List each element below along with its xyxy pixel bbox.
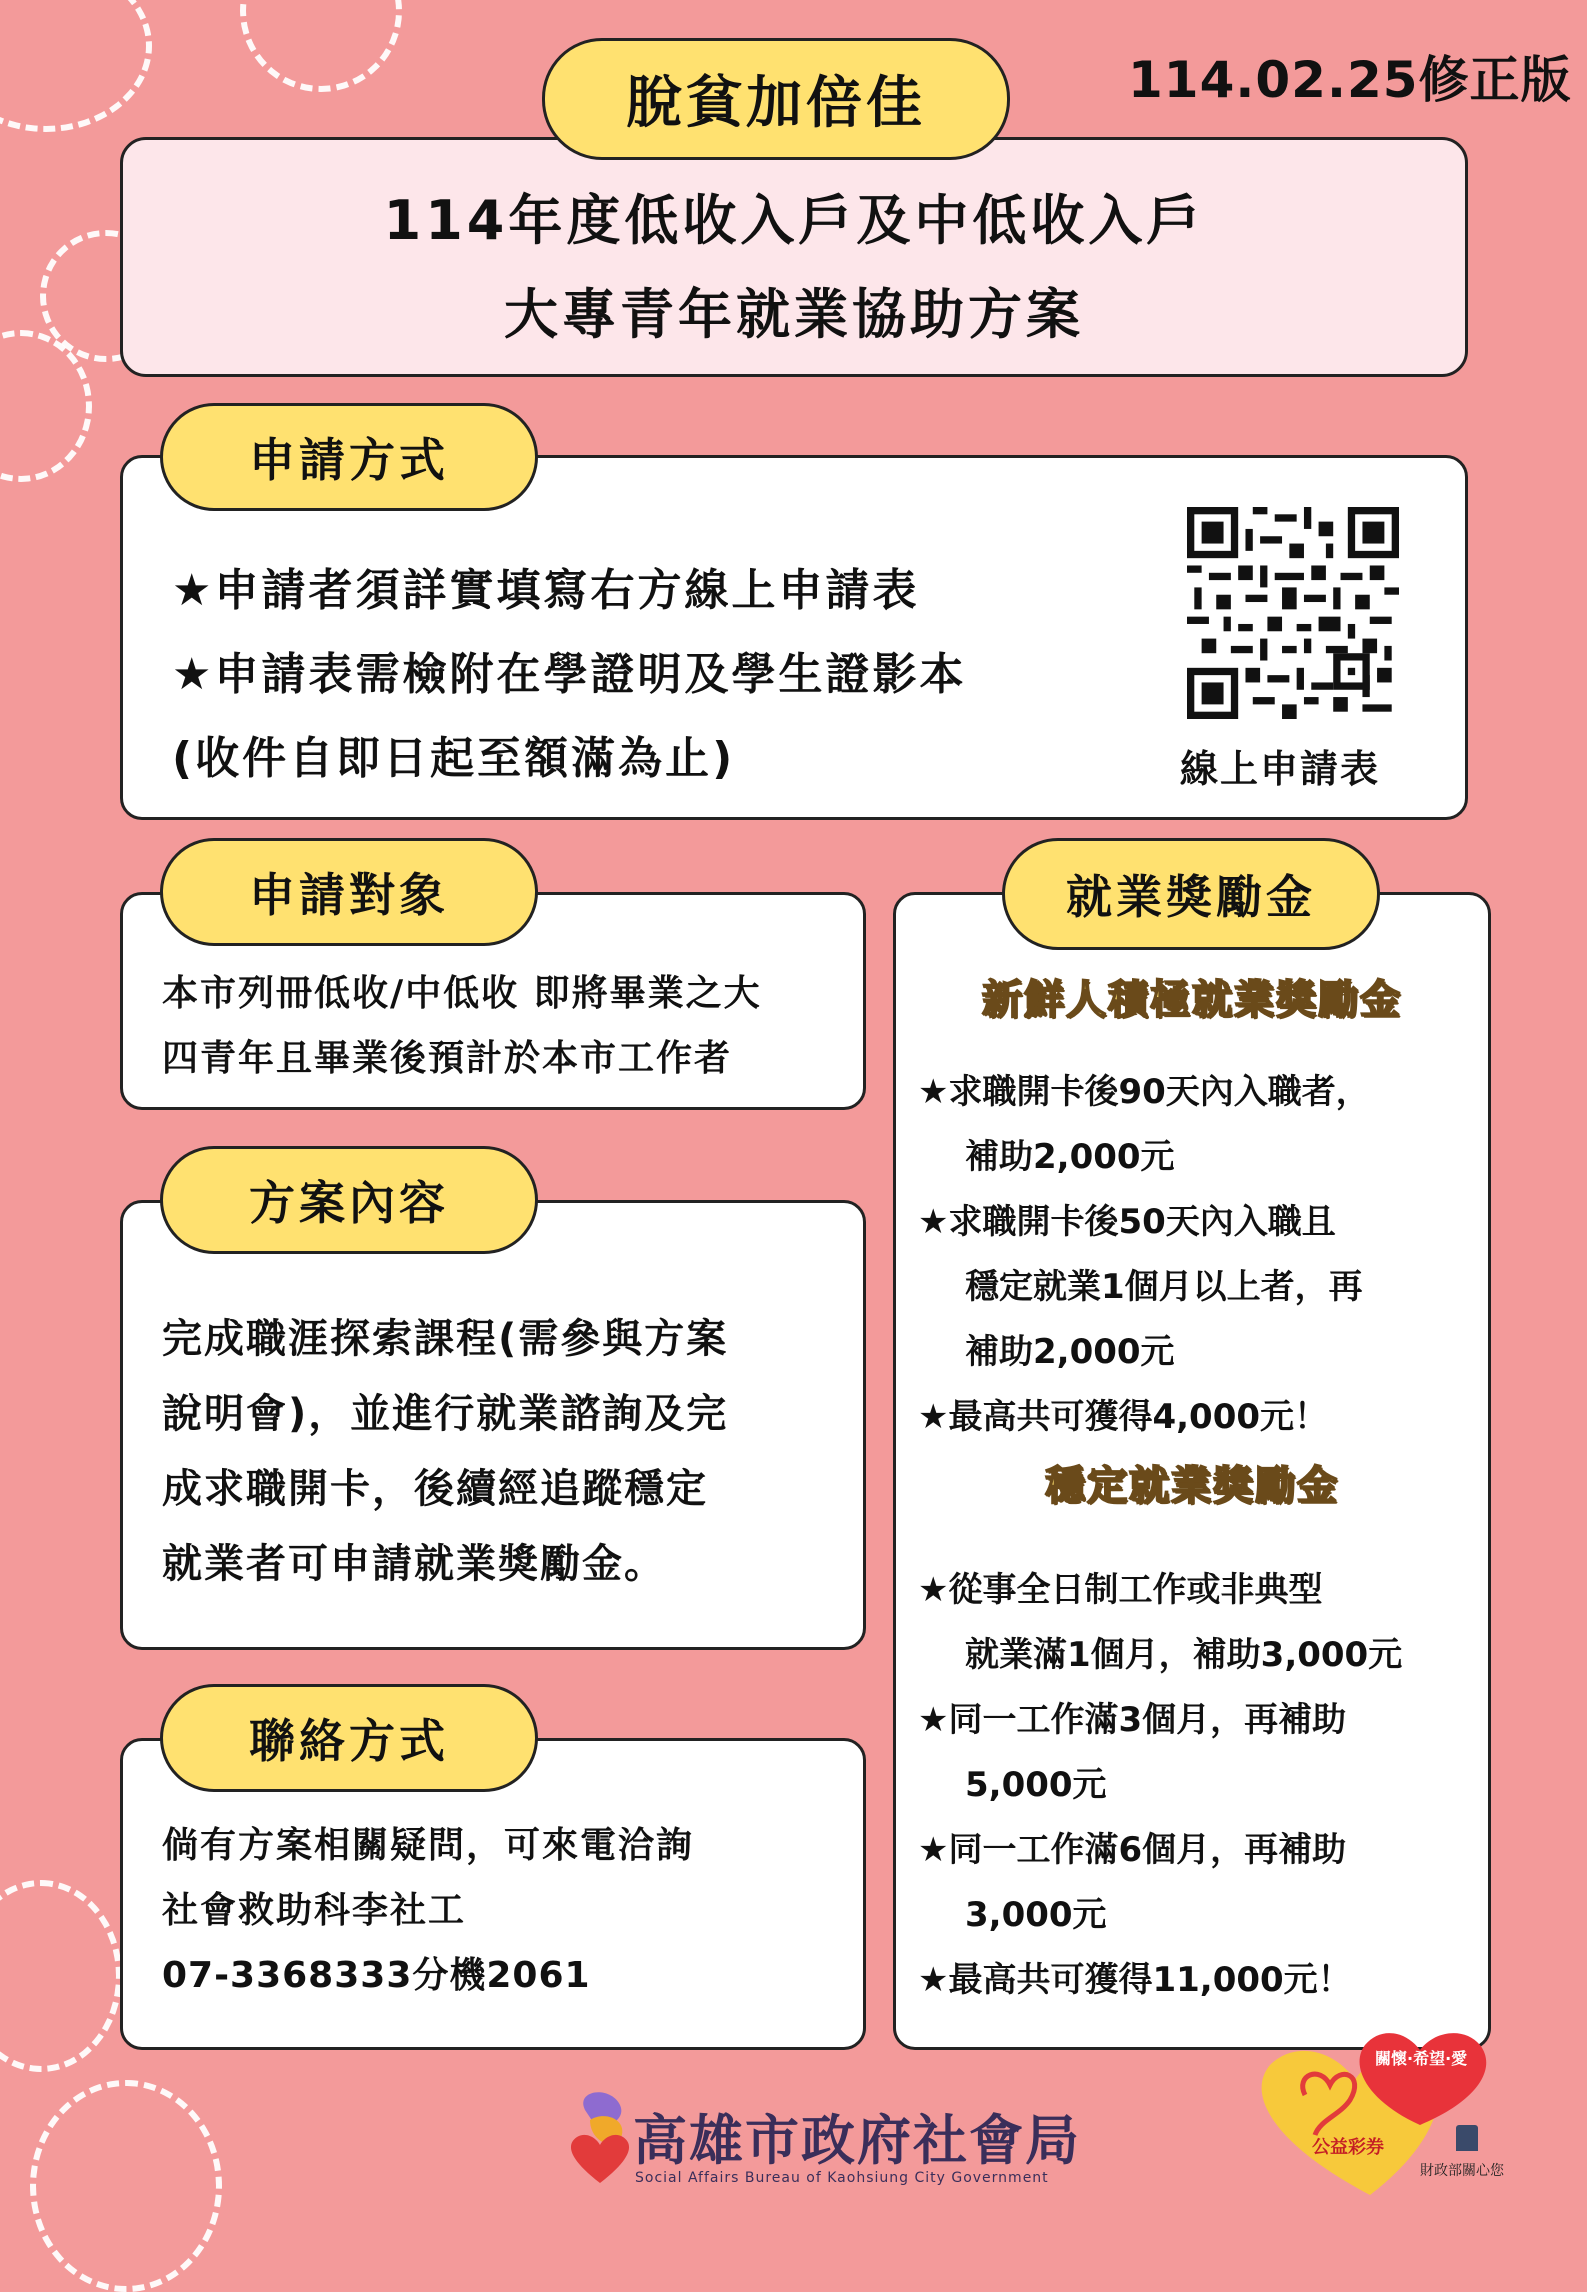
qr-label: 線上申請表 <box>1180 747 1381 791</box>
header-badge: 脫貧加倍佳 <box>542 38 1010 160</box>
bureau-name: 高雄市政府社會局 <box>633 2109 1081 2172</box>
header-title-line2: 大專青年就業協助方案 <box>504 283 1084 346</box>
content-heading: 方案內容 <box>160 1146 538 1254</box>
bonus-sub2-line-3: ★同一工作滿3個月，再補助 <box>918 1700 1347 1740</box>
bureau-heart-icon <box>565 2085 635 2185</box>
bonus-sub1-line-5: 補助2,000元 <box>965 1332 1175 1372</box>
contact-phone[interactable]: 07-3368333分機2061 <box>162 1955 591 1996</box>
lottery-slogan: 關懷·希望·愛 <box>1375 2049 1468 2068</box>
content-line-1: 完成職涯探索課程(需參與方案 <box>162 1316 729 1362</box>
apply-line-3: (收件自即日起至額滿為止) <box>172 733 736 784</box>
qr-code-icon <box>1187 507 1399 719</box>
bonus-sub1-line-1: ★求職開卡後90天內入職者， <box>918 1072 1370 1112</box>
bonus-heading: 就業獎勵金 <box>1002 838 1380 950</box>
apply-method-heading: 申請方式 <box>160 403 538 511</box>
bonus-sub2-line-7: ★最高共可獲得11,000元！ <box>918 1960 1352 2000</box>
decorative-swirl <box>30 2080 222 2292</box>
bonus-sub2-line-6: 3,000元 <box>965 1895 1107 1935</box>
bonus-sub1-line-2: 補助2,000元 <box>965 1137 1175 1177</box>
version-label: 114.02.25修正版 <box>1128 51 1572 109</box>
mof-building-icon <box>1456 2125 1478 2151</box>
contact-line-2: 社會救助科李社工 <box>162 1890 467 1931</box>
lottery-name: 公益彩券 <box>1312 2137 1384 2158</box>
decorative-swirl <box>0 0 152 132</box>
content-line-2: 說明會)，並進行就業諮詢及完 <box>162 1391 729 1437</box>
bonus-sub2-line-2: 就業滿1個月，補助3,000元 <box>965 1635 1403 1675</box>
bureau-name-en: Social Affairs Bureau of Kaohsiung City Government <box>635 2170 1049 2186</box>
bureau-logo <box>565 2085 635 2185</box>
bonus-sub2-line-4: 5,000元 <box>965 1765 1107 1805</box>
bonus-sub2-title: 穩定就業獎勵金 <box>1045 1463 1339 1509</box>
contact-heading: 聯絡方式 <box>160 1684 538 1792</box>
decorative-swirl <box>0 1880 122 2072</box>
bonus-sub1-title: 新鮮人積極就業獎勵金 <box>982 977 1402 1023</box>
target-heading: 申請對象 <box>160 838 538 946</box>
content-line-3: 成求職開卡，後續經追蹤穩定 <box>162 1466 708 1512</box>
bonus-sub2-line-1: ★從事全日制工作或非典型 <box>918 1570 1323 1610</box>
decorative-swirl <box>240 0 402 92</box>
target-line-1: 本市列冊低收/中低收 即將畢業之大 <box>162 973 762 1014</box>
bonus-sub1-line-3: ★求職開卡後50天內入職且 <box>918 1202 1336 1242</box>
bonus-sub1-line-6: ★最高共可獲得4,000元！ <box>918 1397 1329 1437</box>
contact-line-1: 倘有方案相關疑問，可來電洽詢 <box>162 1825 695 1866</box>
content-line-4: 就業者可申請就業獎勵金。 <box>162 1541 666 1587</box>
mof-label: 財政部關心您 <box>1420 2163 1504 2179</box>
bonus-sub2-line-5: ★同一工作滿6個月，再補助 <box>918 1830 1347 1870</box>
apply-line-2: ★申請表需檢附在學證明及學生證影本 <box>172 649 967 700</box>
header-title-line1: 114年度低收入戶及中低收入戶 <box>383 189 1205 252</box>
bonus-sub1-line-4: 穩定就業1個月以上者，再 <box>965 1267 1363 1307</box>
apply-line-1: ★申請者須詳實填寫右方線上申請表 <box>172 565 920 616</box>
target-line-2: 四青年且畢業後預計於本市工作者 <box>162 1038 733 1079</box>
qr-code[interactable] <box>1187 507 1399 719</box>
